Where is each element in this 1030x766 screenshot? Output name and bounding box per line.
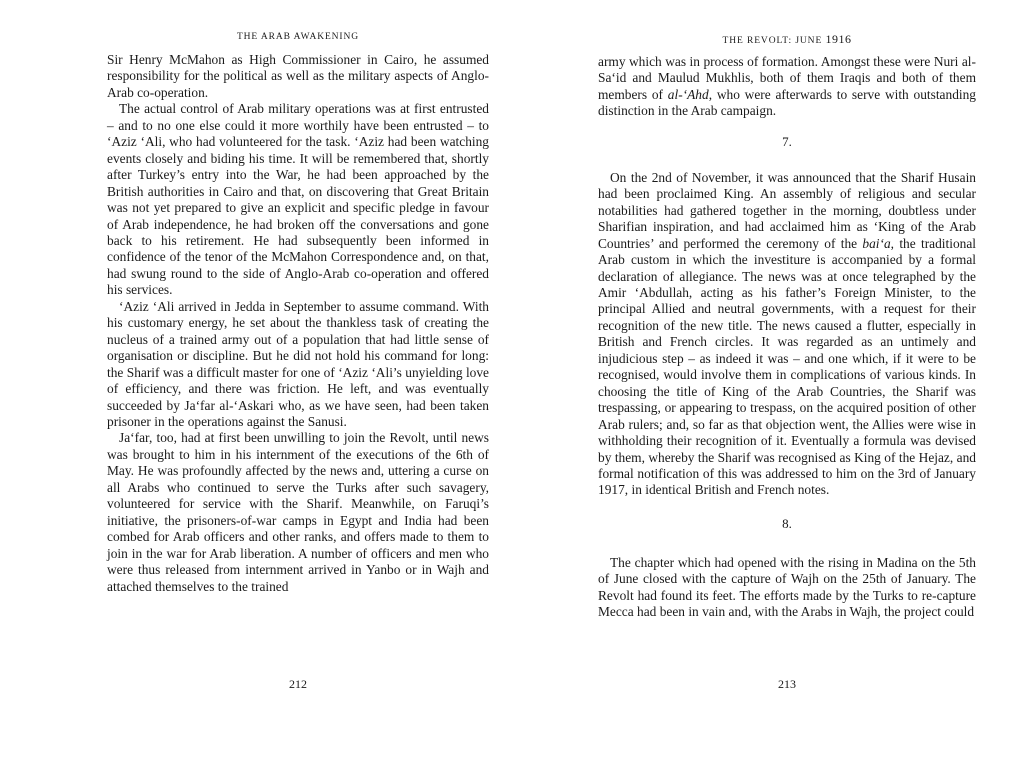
right-running-head-year: 1916 [825, 32, 852, 46]
left-text-block [107, 52, 489, 595]
right-page-number: 213 [778, 677, 796, 691]
left-running-head: THE ARAB AWAKENING [236, 32, 360, 42]
section-8-paragraph: The chapter which had opened with the rising in Madina on the 5th of June closed with the capture of Wajh on the 25th of January. The Revolt had found its feet. The efforts made by the Turks to re-capture Mecca had been in vain and, with the Arabs in Wajh, the project could [598, 554, 976, 620]
section-7-text-b: , the traditional Arab custom in which the investiture is accompanied by a formal declaration of allegiance. The news was at once telegraphed by the Amir ‘Abdullah, acting as his father’s Foreign Minister, to the principal Allied and neutral governments, with a request for their recognition of the new title. The news caused a flutter, especially in British and French circles. It was regarded as an untimely and injudicious step – as indeed it was – and one which, if it were to be recognised, would involve them in complications of various kinds. In choosing the title of King of the Arab Countries, the Sharif was trespassing, or appearing to trespass, on the acquired position of other Arab rulers; and, so far as that objection went, the Allies were wise in withholding their recognition of it. Eventually a formula was devised by them, whereby the Sharif was recognised as King of the Hejaz, and formal notification of this was addressed to him on the 3rd of January 1917, in identical British and French notes. [598, 235, 977, 498]
right-running-head-text: THE REVOLT: JUNE [722, 36, 823, 46]
left-paragraph-4: Ja‘far, too, had at first been unwilling to join the Revolt, until news was brought to him in his internment of the executions of the 6th of May. He was profoundly affected by the news and, uttering a curse on all Arabs who continued to serve the Turks after such savagery, volunteered for service with the Sharif. Meanwhile, on Faruqi’s initiative, the prisoners-of-war camps in Egypt and India had been combed for Arab officers and other ranks, and offers made to them to join in the war for Arab liberation. A number of officers and men who were thus released from internment arrived in Yanbo or in Wajh and attached themselves to the trained [107, 430, 489, 594]
right-text-block [598, 54, 976, 621]
section-8-heading: 8. [782, 515, 792, 531]
section-7-text-a: On the 2nd of November, it was announced that the Sharif Husain had been proclaimed King. An assembly of religious and secular notabilities had gathered together in the morning, doubtless under Sharifian inspiration, and had acclaimed him as ‘King of the Arab Countries’ and performed the ceremony of the [598, 169, 976, 251]
section-7-heading: 7. [782, 133, 792, 149]
right-continuation-paragraph [598, 54, 976, 120]
right-running-head [598, 32, 976, 47]
continuation-text-b: , who were afterwards to serve with outstanding distinction in the Arab campaign. [598, 86, 977, 119]
right-page [598, 0, 976, 766]
left-paragraph-2: The actual control of Arab military operations was at first entrusted – and to no one else could it more worthily have been entrusted – to ‘Aziz ‘Ali, who had volunteered for the task. ‘Aziz had been watching events closely and biding his time. It will be remembered that, shortly after Turkey’s entry into the War, he had been approached by the British authorities in Cairo and that, on discovering that Great Britain was not yet prepared to give an explicit and specific pledge in favour of Arab independence, he had broken off the conversations and gone back to his retirement. He had subsequently been informed in confidence of the tenor of the McMahon Correspondence and, on that, had swung round to the side of Anglo-Arab co-operation and offered his services. [107, 101, 489, 298]
section-7-paragraph [598, 170, 976, 499]
left-paragraph-3: ‘Aziz ‘Ali arrived in Jedda in September to assume command. With his customary energy, he set about the thankless task of creating the nucleus of a trained army out of a population that had little sense of organisation or discipline. But he did not hold his command for long: the Sharif was a difficult master for one of ‘Aziz ‘Ali’s unyielding love of efficiency, and there was friction. He left, and was eventually succeeded by Ja‘far al-‘Askari who, as we have seen, had been taken prisoner in the operations against the Sanusi. [107, 298, 489, 429]
section-7-italic-term: bai‘a [862, 235, 891, 251]
left-paragraph-1: Sir Henry McMahon as High Commissioner in Cairo, he assumed responsibility for the political as well as the military aspects of Anglo-Arab co-operation. [107, 52, 489, 100]
left-page [107, 0, 489, 766]
continuation-text-a: army which was in process of formation. Amongst these were Nuri al-Sa‘id and Maulud Mukhlis, both of them Iraqis and both of them members of [598, 54, 976, 102]
left-page-number: 212 [289, 677, 307, 691]
continuation-italic-term: al-‘Ahd [667, 86, 709, 102]
